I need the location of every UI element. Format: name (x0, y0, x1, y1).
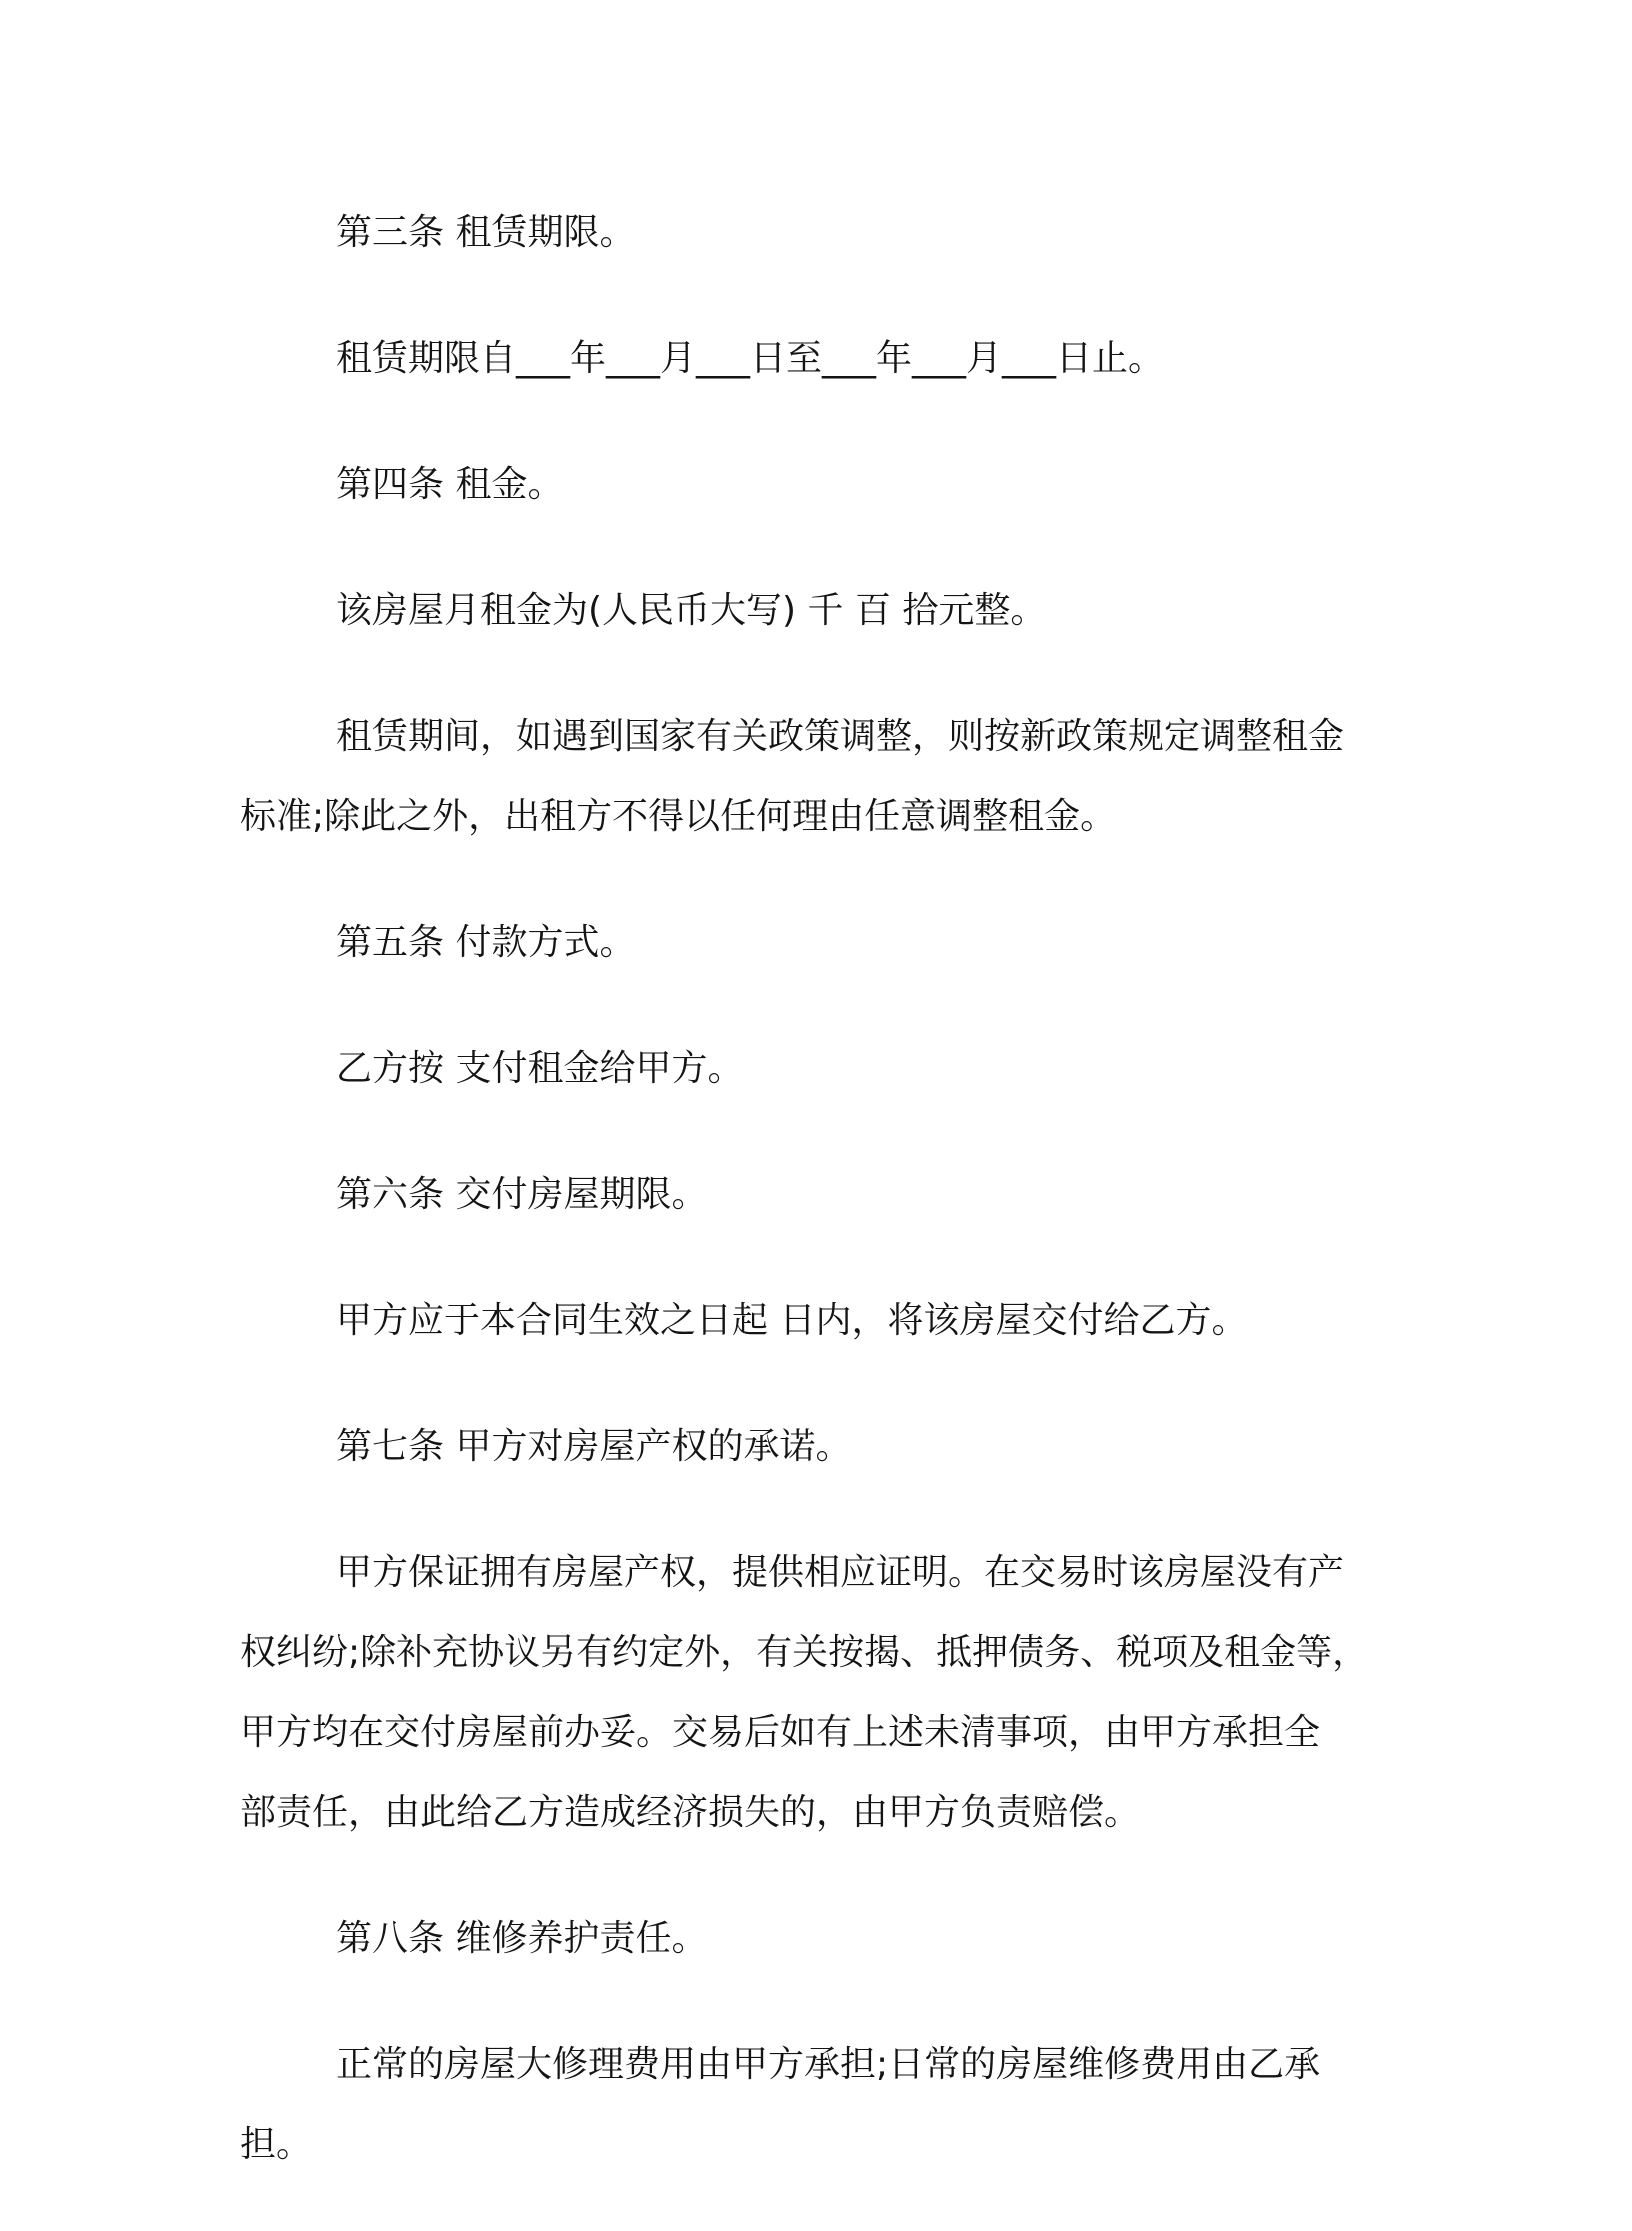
text-line: 第四条 租金。 (336, 464, 564, 505)
text-line: 第六条 交付房屋期限。 (336, 1174, 708, 1215)
text-line: 租赁期间，如遇到国家有关政策调整，则按新政策规定调整租金 (336, 716, 1345, 757)
article-6-body (240, 1281, 1410, 1361)
text-line: 第八条 维修养护责任。 (336, 1918, 708, 1959)
text-line: 第五条 付款方式。 (336, 922, 636, 963)
text-line: 乙方按 支付租金给甲方。 (336, 1048, 744, 1089)
text-line: 甲方均在交付房屋前办妥。交易后如有上述未清事项，由甲方承担全 (240, 1712, 1321, 1753)
text-line: 甲方应于本合同生效之日起 日内，将该房屋交付给乙方。 (336, 1300, 1248, 1341)
article-6-heading (240, 1155, 1410, 1235)
text-line: 第七条 甲方对房屋产权的承诺。 (336, 1426, 852, 1467)
article-3-heading (240, 193, 1410, 273)
text-line: 租赁期限自___年___月___日至___年___月___日止。 (336, 338, 1165, 379)
text-line: 正常的房屋大修理费用由甲方承担;日常的房屋维修费用由乙承 (336, 2044, 1321, 2085)
text-line: 第三条 租赁期限。 (336, 212, 636, 253)
document-body (240, 193, 1410, 2231)
article-4-body-rent (240, 571, 1410, 651)
article-8-heading (240, 1899, 1410, 1979)
text-line: 甲方保证拥有房屋产权，提供相应证明。在交易时该房屋没有产 (336, 1552, 1345, 1593)
text-line: 该房屋月租金为(人民币大写) 千 百 拾元整。 (336, 590, 1047, 631)
text-line: 部责任，由此给乙方造成经济损失的，由甲方负责赔偿。 (240, 1792, 1141, 1833)
text-line: 标准;除此之外，出租方不得以任何理由任意调整租金。 (240, 796, 1117, 837)
text-line: 权纠纷;除补充协议另有约定外，有关按揭、抵押债务、税项及租金等， (240, 1632, 1369, 1673)
article-5-body (240, 1029, 1410, 1109)
article-7-heading (240, 1407, 1410, 1487)
article-7-body (240, 1533, 1410, 1853)
article-8-body (240, 2025, 1410, 2185)
article-3-body (240, 319, 1410, 399)
article-4-body-adjustment (240, 697, 1410, 857)
article-4-heading (240, 445, 1410, 525)
article-5-heading (240, 903, 1410, 983)
text-line: 担。 (240, 2124, 313, 2165)
